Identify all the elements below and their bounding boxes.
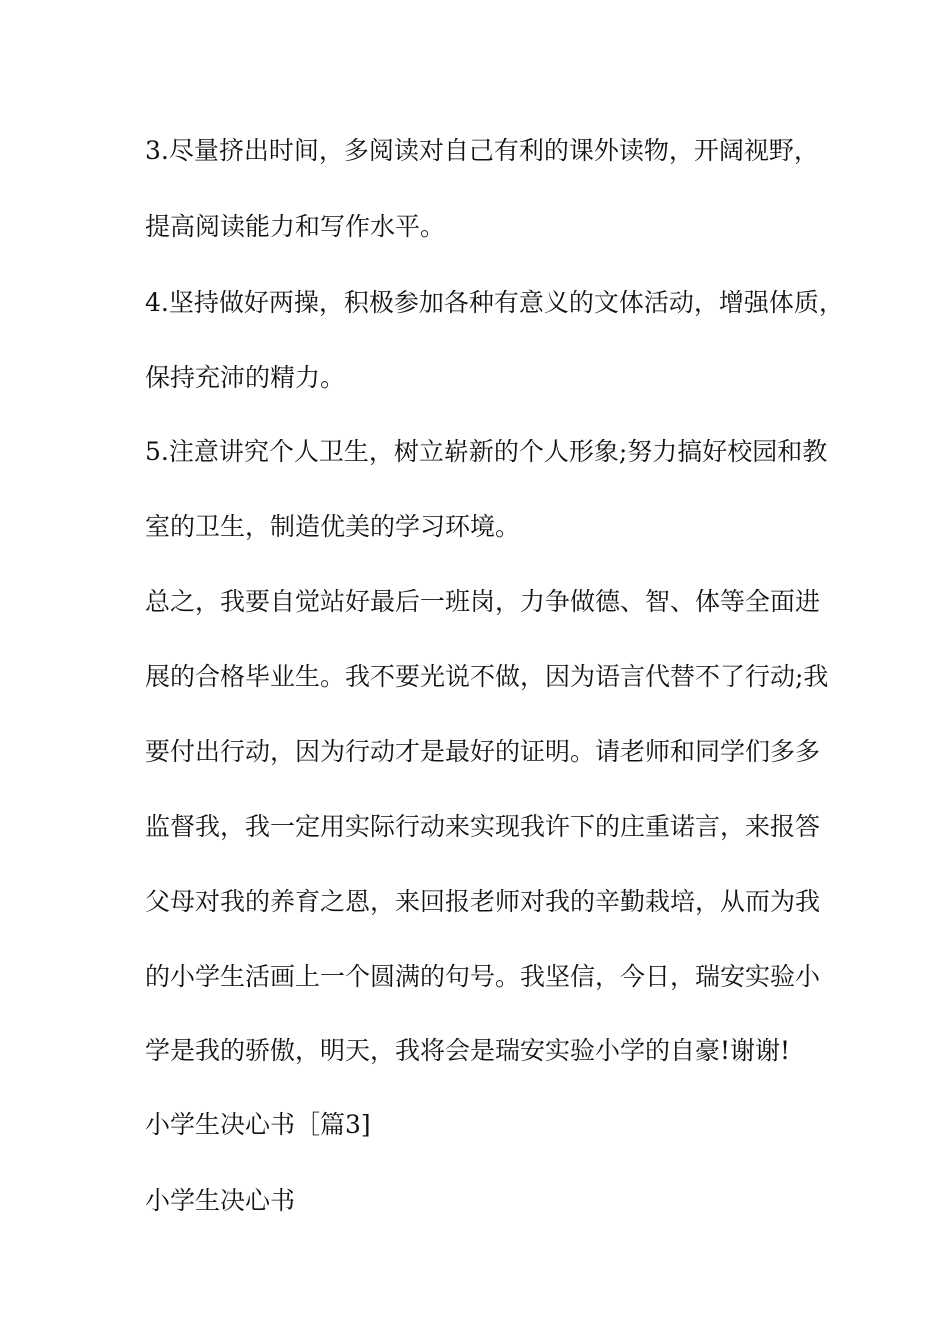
document-title: 小学生决心书 — [145, 1186, 296, 1215]
text-line: 展的合格毕业生。我不要光说不做，因为语言代替不了行动;我 — [145, 662, 829, 691]
text-line: 3.尽量挤出时间，多阅读对自己有利的课外读物，开阔视野， — [145, 136, 819, 165]
text-line: 总之，我要自觉站好最后一班岗，力争做德、智、体等全面进 — [145, 587, 821, 616]
text-line: 父母对我的养育之恩，来回报老师对我的辛勤栽培，从而为我 — [145, 887, 821, 916]
text-line: 的小学生活画上一个圆满的句号。我坚信，今日，瑞安实验小 — [145, 962, 821, 991]
text-line: 监督我，我一定用实际行动来实现我许下的庄重诺言，来报答 — [145, 812, 821, 841]
text-line: 提高阅读能力和写作水平。 — [145, 212, 446, 241]
section-heading: 小学生决心书［篇3] — [145, 1110, 371, 1139]
text-line: 保持充沛的精力。 — [145, 363, 346, 392]
text-line: 室的卫生，制造优美的学习环境。 — [145, 512, 521, 541]
text-line: 5.注意讲究个人卫生，树立崭新的个人形象;努力搞好校园和教 — [145, 437, 828, 466]
text-line: 学是我的骄傲，明天，我将会是瑞安实验小学的自豪!谢谢! — [145, 1036, 791, 1065]
text-line: 要付出行动，因为行动才是最好的证明。请老师和同学们多多 — [145, 737, 821, 766]
text-line: 4.坚持做好两操，积极参加各种有意义的文体活动，增强体质， — [145, 288, 844, 317]
